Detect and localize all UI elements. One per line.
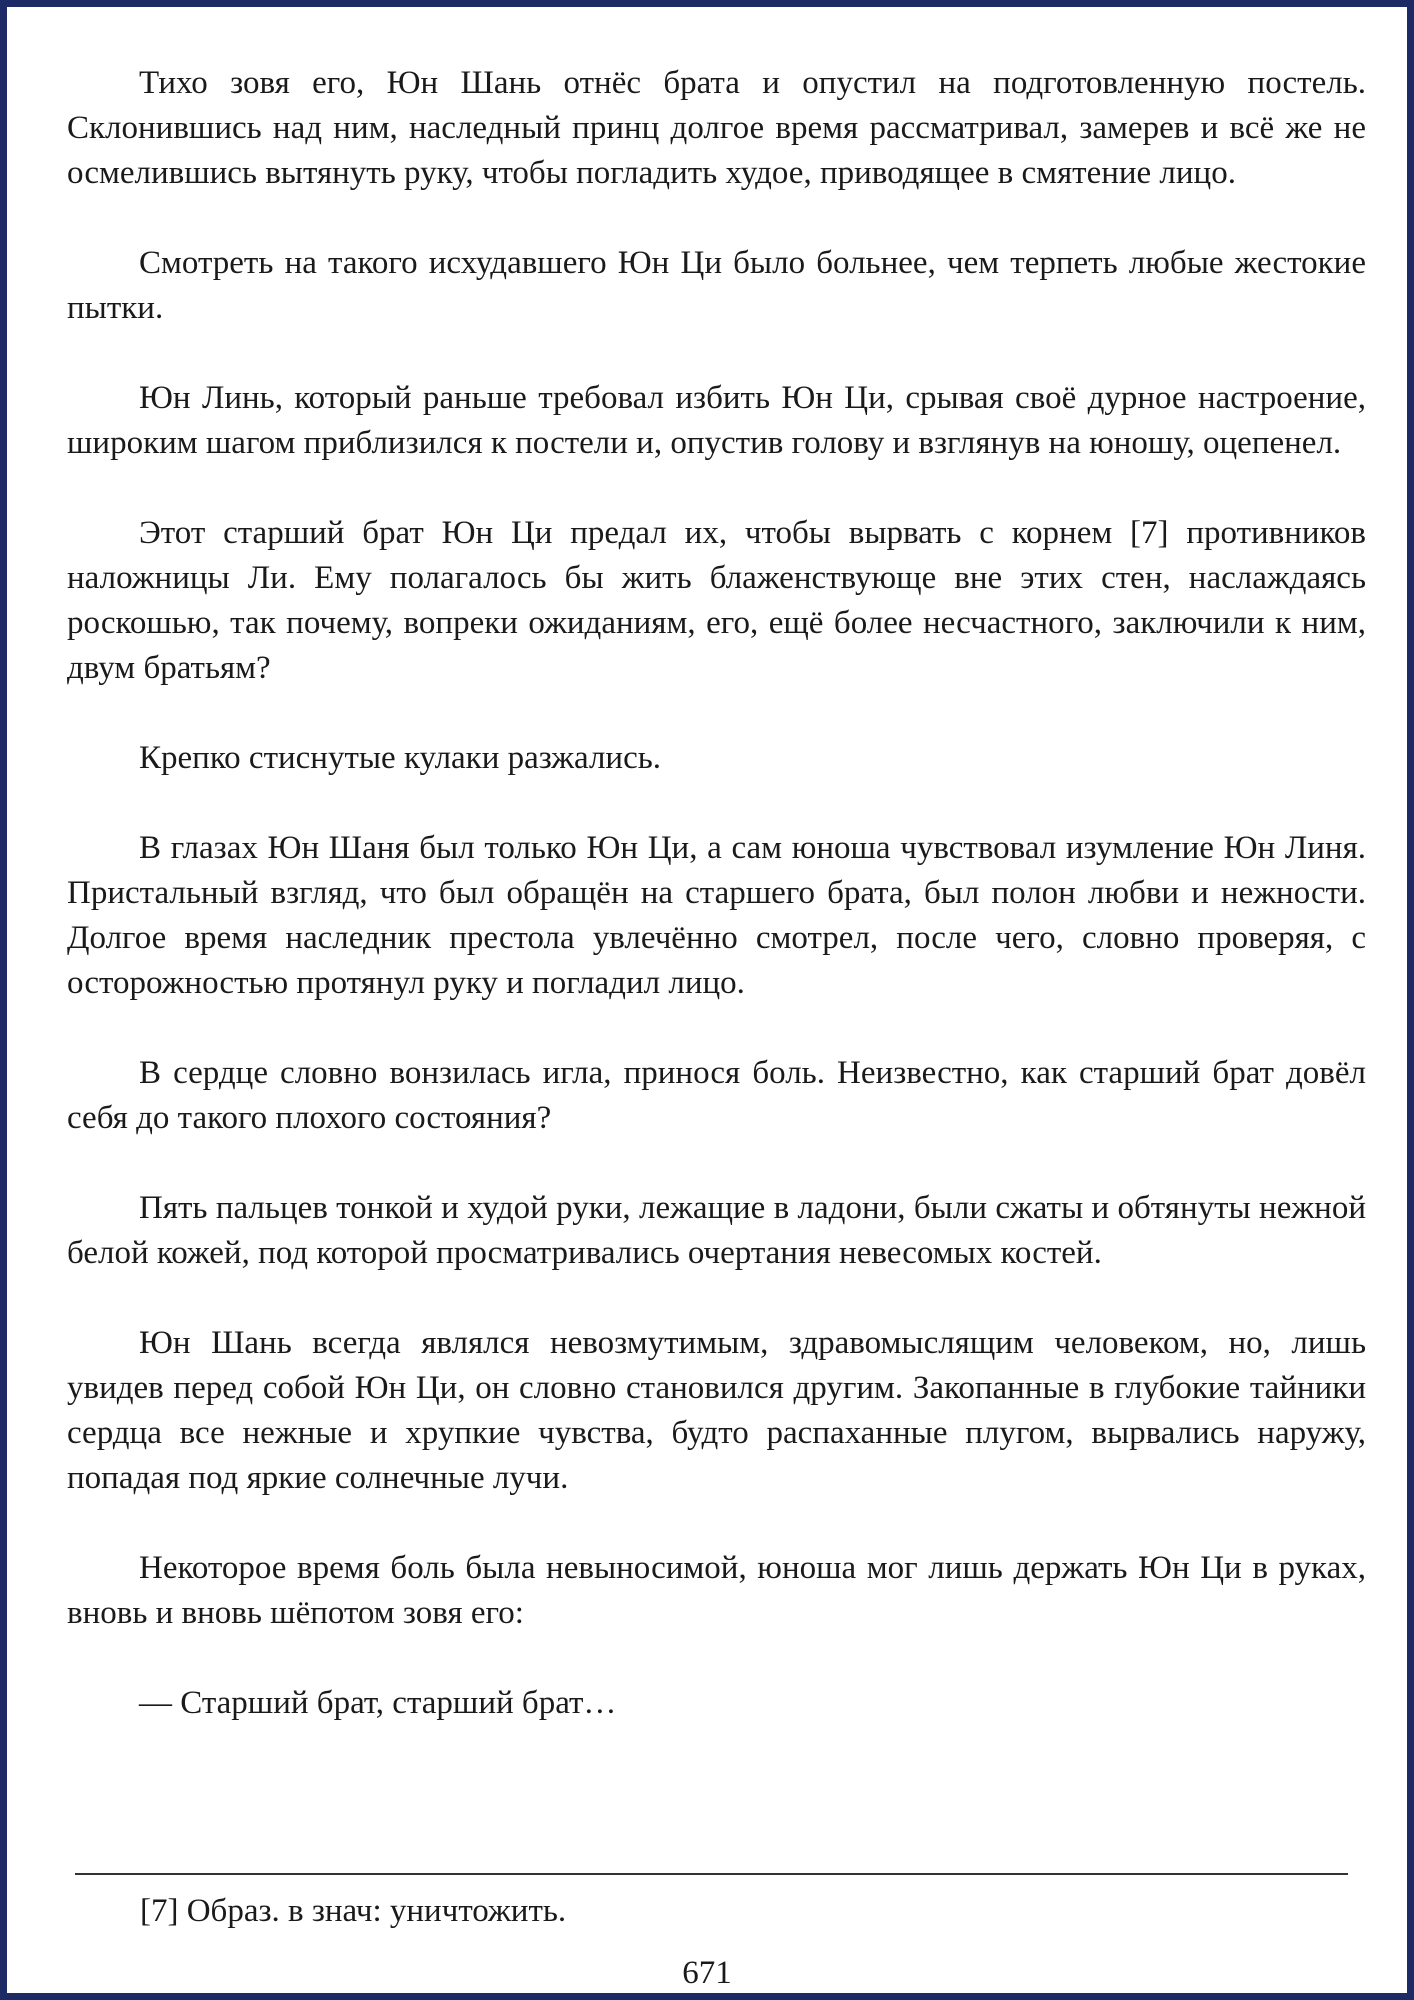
footnote: [7] Образ. в знач: уничтожить. — [140, 1893, 567, 1929]
paragraph-11: — Старший брат, старший брат… — [139, 1685, 617, 1721]
paragraph-10: Некоторое время боль была невыносимой, юноша мог лишь держать Юн Ци в руках, вновь и вновь шёпотом зовя его: — [67, 1550, 1366, 1631]
paragraph-9: Юн Шань всегда являлся невозмутимым, здравомыслящим человеком, но, лишь увидев перед собой Юн Ци, он словно становился другим. Закопанные в глубокие тайники сердца все нежные и хрупкие чувства, будто распаханные плугом, вырвались наружу, попадая под яркие солнечные лучи. — [67, 1325, 1366, 1496]
page-number: 671 — [682, 1955, 732, 1991]
page-body — [67, 61, 1366, 1726]
paragraph-3: Юн Линь, который раньше требовал избить Юн Ци, срывая своё дурное настроение, широким шагом приблизился к постели и, опустив голову и взглянув на юношу, оцепенел. — [67, 380, 1366, 461]
paragraph-6: В глазах Юн Шаня был только Юн Ци, а сам юноша чувствовал изумление Юн Линя. Пристальный взгляд, что был обращён на старшего брата, был полон любви и нежности. Долгое время наследник престола увлечённо смотрел, после чего, словно проверяя, с осторожностью протянул руку и погладил лицо. — [67, 830, 1366, 1001]
paragraph-4: Этот старший брат Юн Ци предал их, чтобы вырвать с корнем [7] противников наложницы Ли. Ему полагалось бы жить блаженствующе вне этих стен, наслаждаясь роскошью, так почему, вопреки ожиданиям, его, ещё более несчастного, заключили к ним, двум братьям? — [67, 515, 1366, 686]
paragraph-7: В сердце словно вонзилась игла, принося боль. Неизвестно, как старший брат довёл себя до такого плохого состояния? — [67, 1055, 1366, 1136]
footnote-divider — [75, 1873, 1348, 1875]
paragraph-1: Тихо зовя его, Юн Шань отнёс брата и опустил на подготовленную постель. Склонившись над ним, наследный принц долгое время рассматривал, замерев и всё же не осмелившись вытянуть руку, чтобы погладить худое, приводящее в смятение лицо. — [67, 65, 1366, 191]
paragraph-2: Смотреть на такого исхудавшего Юн Ци было больнее, чем терпеть любые жестокие пытки. — [67, 245, 1366, 326]
paragraph-5: Крепко стиснутые кулаки разжались. — [139, 740, 662, 776]
paragraph-8: Пять пальцев тонкой и худой руки, лежащие в ладони, были сжаты и обтянуты нежной белой кожей, под которой просматривались очертания невесомых костей. — [67, 1190, 1366, 1271]
